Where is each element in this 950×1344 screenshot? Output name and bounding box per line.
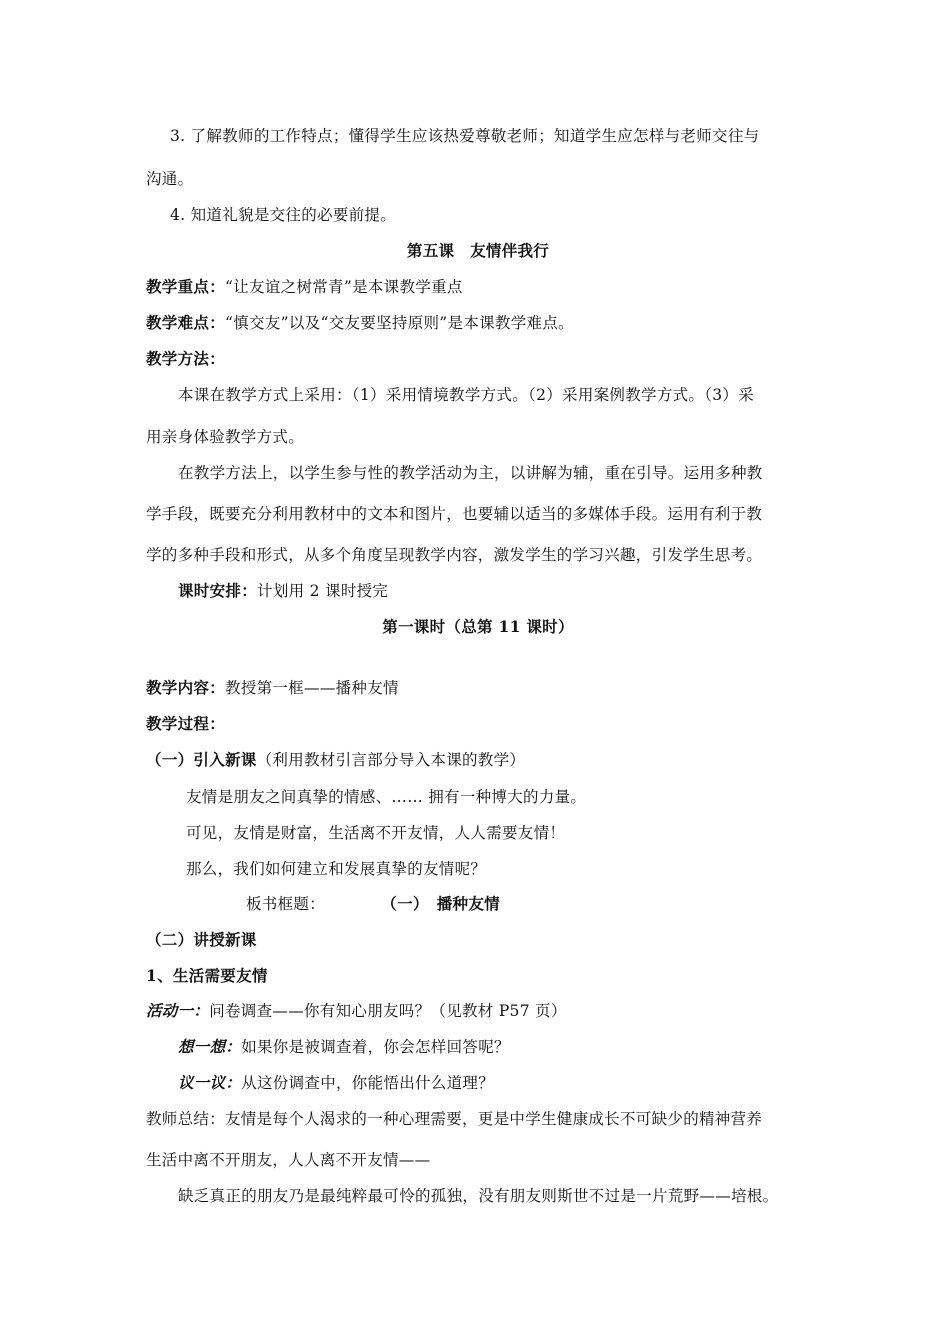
think-label: 想一想： bbox=[178, 1037, 242, 1056]
board-label: 板书框题： bbox=[246, 895, 326, 913]
lesson-title: 第五课 友情伴我行 bbox=[406, 241, 550, 260]
method-para-1-cont: 用亲身体验教学方式。 bbox=[146, 428, 305, 446]
teacher-summary-2: 生活中离不开朋友，人人离不开友情—— bbox=[146, 1151, 431, 1169]
intro-label: （一）引入新课 bbox=[146, 750, 257, 769]
bacon-quote: 缺乏真正的朋友乃是最纯粹最可怜的孤独，没有朋友则斯世不过是一片荒野——培根。 bbox=[178, 1187, 779, 1205]
activity-label: 活动一： bbox=[146, 1001, 210, 1020]
schedule-label: 课时安排： bbox=[178, 581, 258, 600]
schedule bbox=[178, 580, 842, 602]
content-text: 教授第一框——播种友情 bbox=[225, 679, 399, 697]
activity-text: 问卷调查——你有知心朋友吗？（见教材 P57 页） bbox=[209, 1002, 567, 1020]
discuss-label: 议一议： bbox=[178, 1073, 242, 1092]
teach-new-label: （二）讲授新课 bbox=[146, 930, 257, 949]
think-prompt bbox=[178, 1036, 842, 1058]
activity-one bbox=[146, 1000, 810, 1022]
teaching-difficulty bbox=[146, 312, 810, 334]
method-label: 教学方法： bbox=[146, 349, 226, 368]
discuss-prompt bbox=[178, 1072, 842, 1094]
process-label: 教学过程： bbox=[146, 714, 226, 733]
objective-4: 4. 知道礼貌是交往的必要前提。 bbox=[170, 206, 397, 224]
teaching-focus bbox=[146, 276, 810, 298]
think-text: 如果你是被调查着，你会怎样回答呢？ bbox=[241, 1038, 510, 1056]
method-para-2-line3: 学的多种手段和形式，从多个角度呈现教学内容，激发学生的学习兴趣，引发学生思考。 bbox=[146, 546, 763, 564]
objective-3: 3. 了解教师的工作特点；懂得学生应该热爱尊敬老师；知道学生应怎样与老师交往与 bbox=[170, 127, 760, 145]
objective-3-cont: 沟通。 bbox=[146, 170, 194, 188]
method-para-1: 本课在教学方式上采用：（1）采用情境教学方式。（2）采用案例教学方式。（3）采 bbox=[178, 386, 755, 404]
session-title: 第一课时（总第 11 课时） bbox=[382, 617, 574, 636]
method-para-2: 在教学方法上，以学生参与性的教学活动为主，以讲解为辅，重在引导。运用多种教 bbox=[178, 464, 763, 482]
intro-para-3: 那么，我们如何建立和发展真挚的友情呢？ bbox=[186, 860, 487, 878]
schedule-text: 计划用 2 课时授完 bbox=[257, 582, 389, 600]
intro-text: （利用教材引言部分导入本课的教学） bbox=[256, 751, 526, 769]
teacher-summary-1: 教师总结：友情是每个人渴求的一种心理需要，更是中学生健康成长不可缺少的精神营养 bbox=[146, 1110, 763, 1128]
teaching-content bbox=[146, 677, 810, 699]
section-1-heading: 1、生活需要友情 bbox=[146, 966, 268, 985]
difficulty-text: “慎交友”以及“交友要坚持原则”是本课教学难点。 bbox=[225, 314, 574, 332]
difficulty-label: 教学难点： bbox=[146, 313, 226, 332]
intro-para-2: 可见，友情是财富，生活离不开友情，人人需要友情！ bbox=[186, 824, 566, 842]
focus-text: “让友谊之树常青”是本课教学重点 bbox=[225, 278, 463, 296]
focus-label: 教学重点： bbox=[146, 277, 226, 296]
board-title-line bbox=[246, 893, 910, 915]
intro-para-1: 友情是朋友之间真挚的情感、…… 拥有一种博大的力量。 bbox=[186, 788, 587, 806]
intro-section bbox=[146, 749, 810, 771]
method-para-2-line2: 学手段，既要充分利用教材中的文本和图片，也要辅以适当的多媒体手段。运用有利于教 bbox=[146, 505, 763, 523]
content-label: 教学内容： bbox=[146, 678, 226, 697]
board-title: （一） 播种友情 bbox=[389, 894, 500, 913]
discuss-text: 从这份调查中，你能悟出什么道理？ bbox=[241, 1074, 495, 1092]
